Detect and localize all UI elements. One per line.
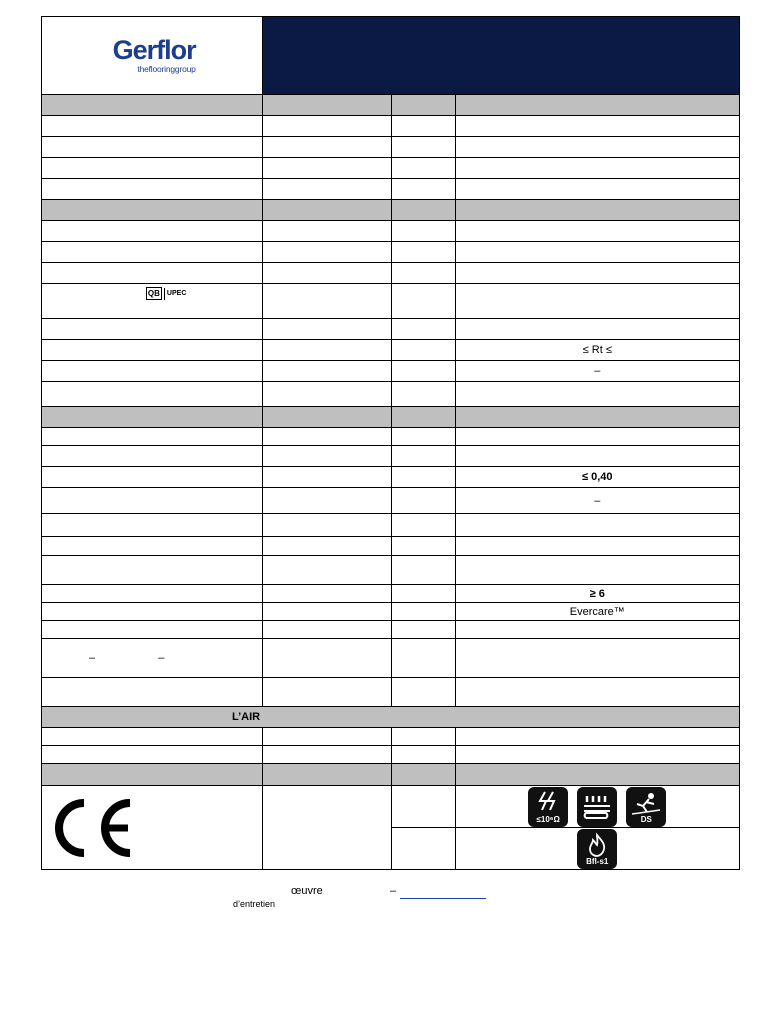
logo-tagline: theflooringgroup (137, 63, 196, 74)
footer-entretien: d’entretien (233, 899, 276, 909)
upec-cell (42, 284, 263, 319)
antistatic-icon (528, 787, 568, 827)
gerflor-logo (112, 34, 196, 74)
table-row (42, 263, 740, 284)
table-row (42, 284, 740, 319)
air-section-title: L’AIR (232, 711, 261, 723)
evercare-value: Evercare™ (455, 603, 739, 621)
table-row (42, 137, 740, 158)
table-row (42, 179, 740, 200)
table-row (42, 361, 740, 382)
table-row (42, 556, 740, 585)
upec-label: UPEC (166, 290, 187, 297)
antistatic-label: ≤10⁶Ω (536, 814, 560, 824)
table-row (42, 728, 740, 746)
section-header-row (42, 200, 740, 221)
ge6-value: ≥ 6 (455, 585, 739, 603)
resistance-value: ≤ Rt ≤ (455, 340, 739, 361)
header-row (42, 17, 740, 95)
dash-value: – (455, 488, 739, 514)
footer-dash: – (390, 885, 397, 897)
table-row (42, 488, 740, 514)
section-header-row (42, 764, 740, 786)
table-row (42, 340, 740, 361)
table-row (42, 786, 740, 828)
footer-link[interactable] (400, 885, 486, 899)
table-row (42, 678, 740, 707)
dash-mark: – (89, 652, 96, 664)
table-row (42, 639, 740, 678)
slip-value: ≤ 0,40 (455, 467, 739, 488)
table-row (42, 221, 740, 242)
footer-oeuvre: œuvre (291, 885, 323, 897)
dash-mark: – (158, 652, 165, 664)
fire-rating-icon (577, 829, 617, 869)
table-row (42, 537, 740, 556)
dash-value: – (455, 361, 739, 382)
qb-certification-icon: QB (147, 289, 160, 298)
fire-rating-label: Bfl-s1 (586, 856, 609, 866)
qb-separator (164, 288, 165, 300)
table-row (42, 242, 740, 263)
table-row (42, 467, 740, 488)
table-row (42, 514, 740, 537)
table-row (42, 621, 740, 639)
spec-table (41, 16, 740, 870)
qb-upec-badge (146, 287, 186, 300)
logo-cell (42, 17, 263, 95)
header-banner (263, 17, 740, 95)
fire-pictogram-cell (455, 828, 739, 870)
table-row (42, 446, 740, 467)
slip-resistance-icon (626, 787, 666, 827)
logo-wordmark: Gerflor (112, 34, 196, 65)
table-row (42, 158, 740, 179)
table-row (42, 428, 740, 446)
table-row (42, 746, 740, 764)
table-row (42, 585, 740, 603)
underfloor-heating-icon (577, 787, 617, 827)
section-header-row (42, 707, 740, 728)
ce-cell (42, 786, 263, 870)
section-header-row (42, 95, 740, 116)
table-row (42, 382, 740, 407)
air-section-title-cell (42, 707, 740, 728)
dash-pair-cell (42, 639, 263, 678)
table-row (42, 116, 740, 137)
table-row (42, 603, 740, 621)
slip-resistance-label: DS (640, 814, 652, 824)
ce-mark-icon (50, 796, 134, 860)
section-header-row (42, 407, 740, 428)
table-row (42, 319, 740, 340)
pictogram-cell (455, 786, 739, 828)
